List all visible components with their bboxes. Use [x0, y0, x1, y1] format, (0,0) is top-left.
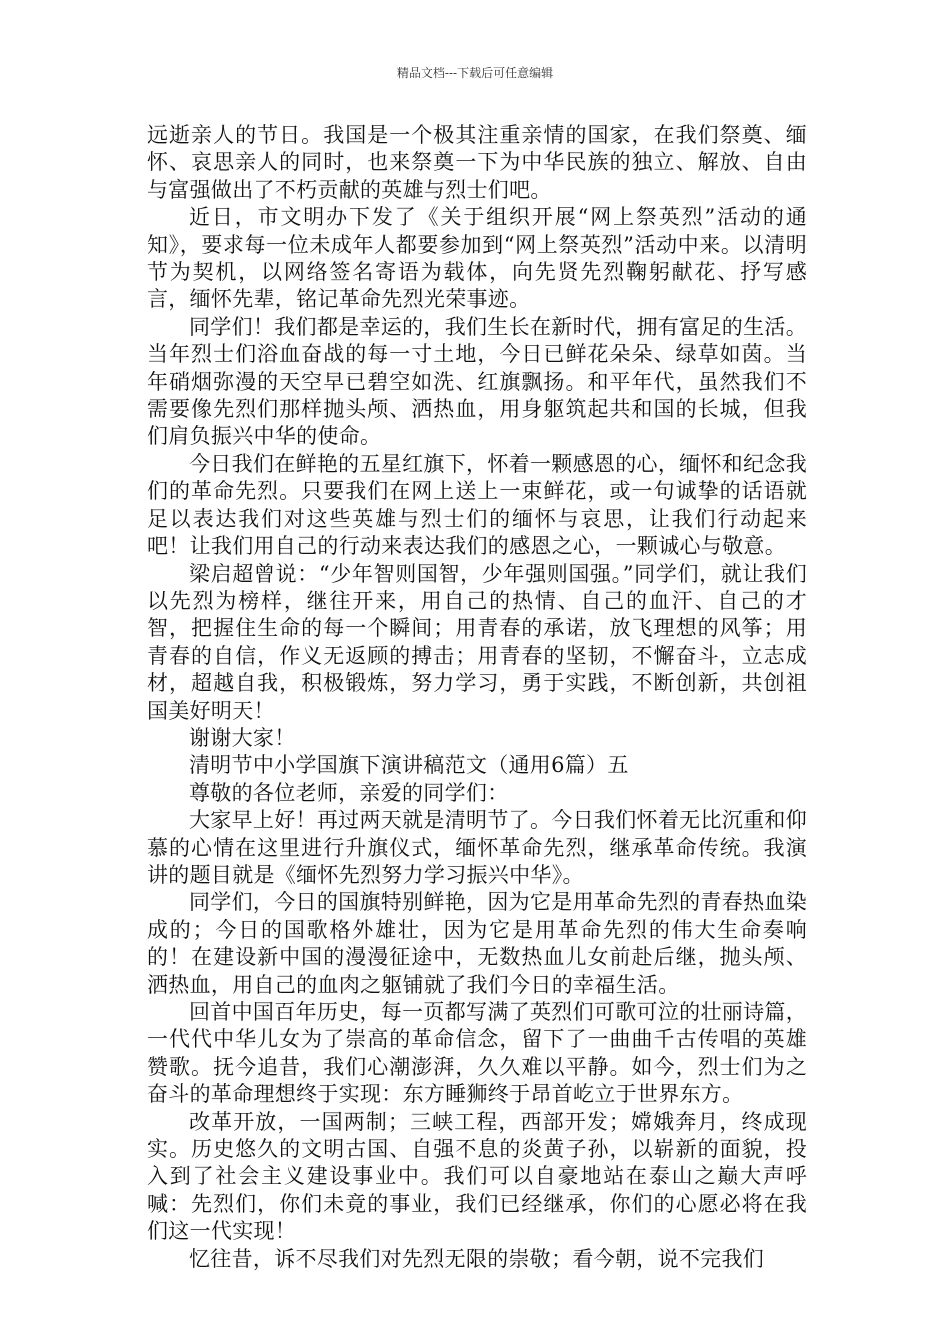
- salutation: 尊敬的各位老师，亲爱的同学们：: [189, 780, 509, 805]
- closing-line: 谢谢大家！: [189, 725, 296, 750]
- paragraph: 回首中国百年历史，每一页都写满了英烈们可歌可泣的壮丽诗篇，一代代中华儿女为了崇高的革命信念，留下了一曲曲千古传唱的英雄赞歌。抚今追昔，我们心潮澎湃，久久难以平静。如今，烈士们为之奋斗的革命理想终于实现：东方睡狮终于昂首屹立于世界东方。: [147, 1000, 807, 1107]
- paragraph: 梁启超曾说：“少年智则国智，少年强则国强。”同学们，就让我们以先烈为榜样，继往开来，用自己的热情、自己的血汗、自己的才智，把握住生命的每一个瞬间；用青春的承诺，放飞理想的风筝；用青春的自信，作义无返顾的搏击；用青春的坚韧，不懈奋斗，立志成材，超越自我，积极锻炼，努力学习，勇于实践，不断创新，共创祖国美好明天！: [147, 561, 807, 723]
- paragraph: 改革开放，一国两制；三峡工程，西部开发；嫦娥奔月，终成现实。历史悠久的文明古国、自强不息的炎黄子孙，以崭新的面貌，投入到了社会主义建设事业中。我们可以自豪地站在泰山之巅大声呼喊：先烈们，你们未竟的事业，我们已经继承，你们的心愿必将在我们这一代实现！: [147, 1109, 807, 1244]
- paragraph: 大家早上好！再过两天就是清明节了。今日我们怀着无比沉重和仰慕的心情在这里进行升旗仪式，缅怀革命先烈，继承革命传统。我演讲的题目就是《缅怀先烈努力学习振兴中华》。: [147, 808, 807, 887]
- paragraph: 近日，市文明办下发了《关于组织开展“网上祭英烈”活动的通知》，要求每一位未成年人都要参加到“网上祭英烈”活动中来。以清明节为契机，以网络签名寄语为载体，向先贤先烈鞠躬献花、抒写感言，缅怀先辈，铭记革命先烈光荣事迹。: [147, 205, 807, 312]
- paragraph: 同学们！我们都是幸运的，我们生长在新时代，拥有富足的生活。当年烈士们浴血奋战的每一寸土地，今日已鲜花朵朵、绿草如茵。当年硝烟弥漫的天空早已碧空如洗、红旗飘扬。和平年代，虽然我们不需要像先烈们那样抛头颅、洒热血，用身躯筑起共和国的长城，但我们肩负振兴中华的使命。: [147, 314, 807, 449]
- paragraph: 忆往昔，诉不尽我们对先烈无限的崇敬；看今朝，说不完我们: [189, 1246, 765, 1271]
- paragraph: 远逝亲人的节日。我国是一个极其注重亲情的国家，在我们祭奠、缅怀、哀思亲人的同时，也来祭奠一下为中华民族的独立、解放、自由与富强做出了不朽贡献的英雄与烈士们吧。: [147, 123, 807, 202]
- paragraph: 今日我们在鲜艳的五星红旗下，怀着一颗感恩的心，缅怀和纪念我们的革命先烈。只要我们在网上送上一束鲜花，或一句诚挚的话语就足以表达我们对这些英雄与烈士们的缅怀与哀思，让我们行动起来吧！让我们用自己的行动来表达我们的感恩之心，一颗诚心与敬意。: [147, 451, 807, 559]
- document-body: [147, 122, 807, 1273]
- page-header: 精品文档---下载后可任意编辑: [396, 66, 554, 80]
- paragraph: 同学们，今日的国旗特别鲜艳，因为它是用革命先烈的青春热血染成的；今日的国歌格外雄壮，因为它是用革命先烈的伟大生命奏响的！在建设新中国的漫漫征途中，无数热血儿女前赴后继，抛头颅、洒热血，用自己的血肉之躯铺就了我们今日的幸福生活。: [147, 890, 807, 997]
- section-title: 清明节中小学国旗下演讲稿范文（通用6篇）五: [189, 753, 629, 778]
